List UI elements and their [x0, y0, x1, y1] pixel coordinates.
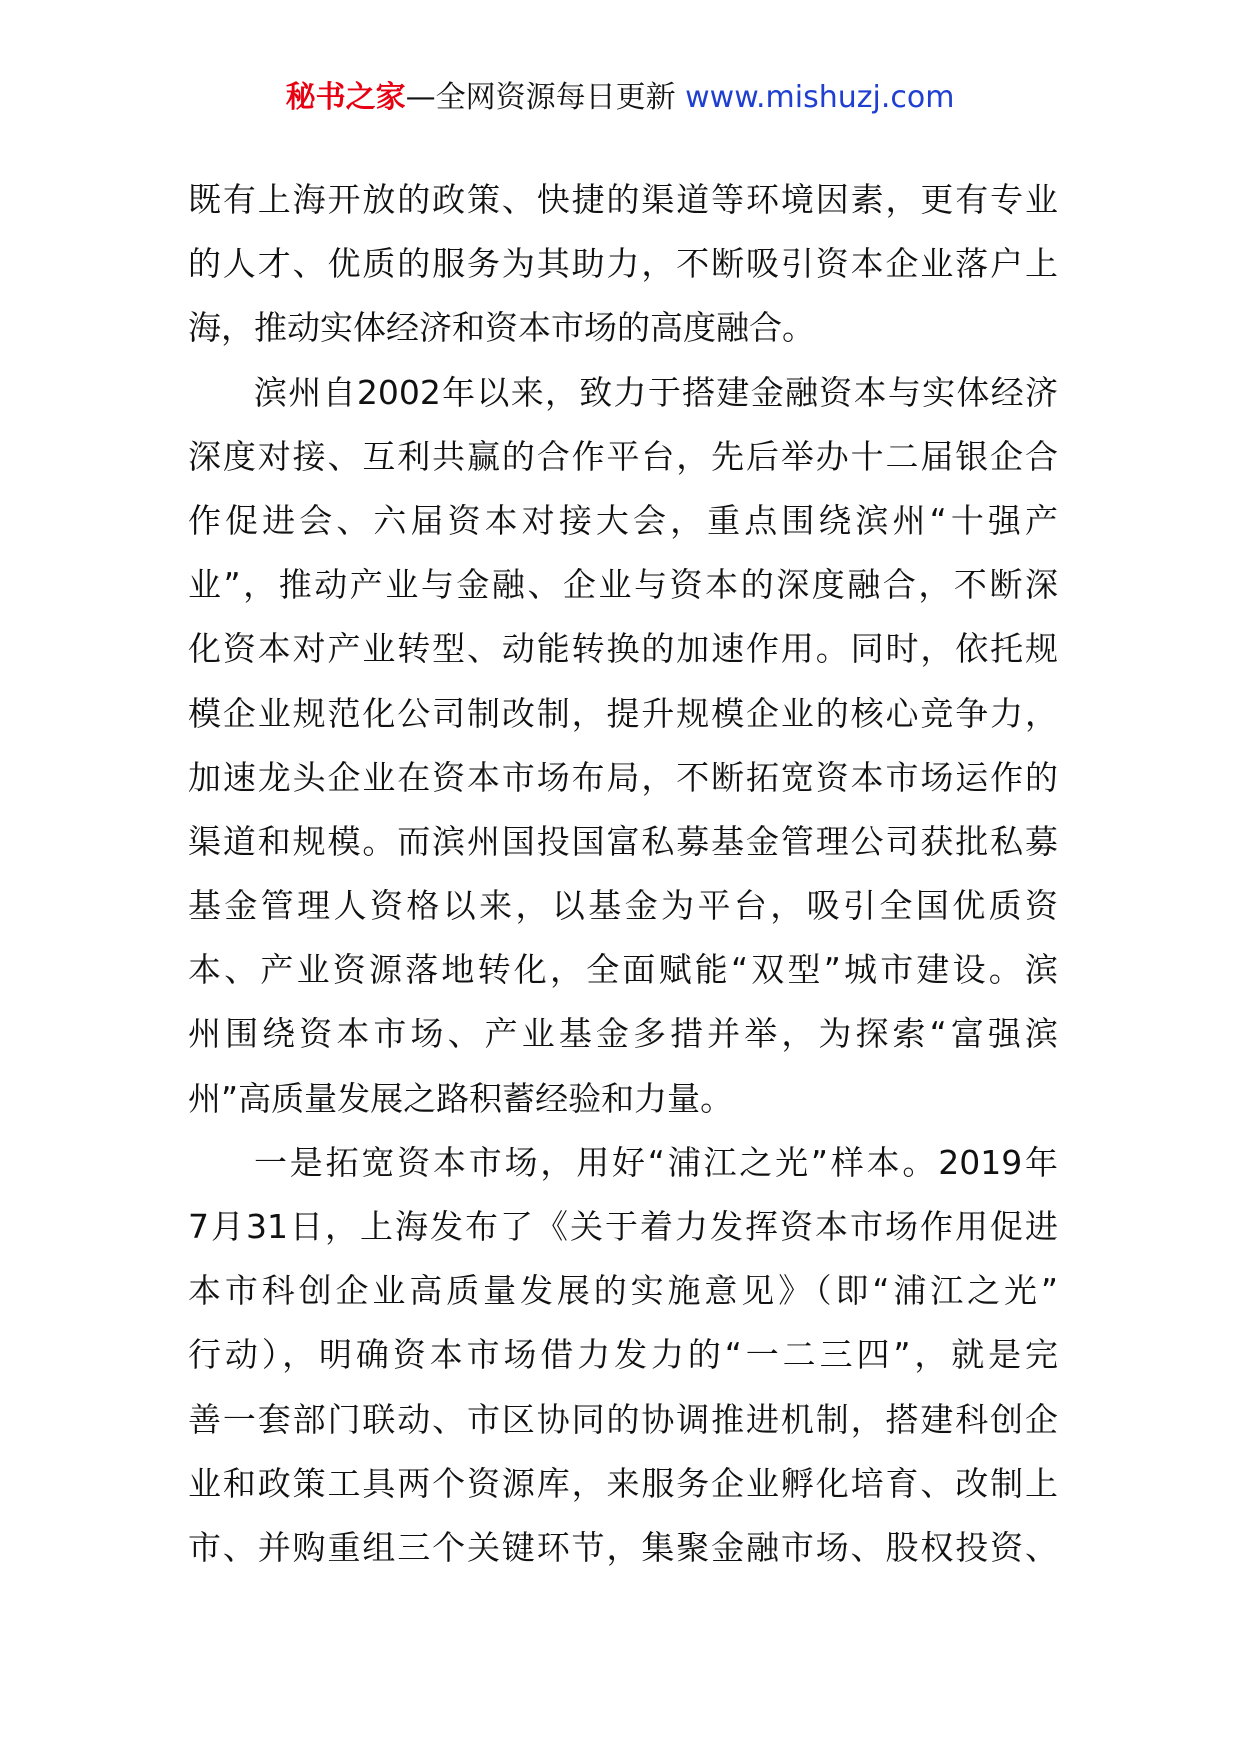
page-header [0, 78, 1240, 118]
text-line: 模企业规范化公司制改制，提升规模企业的核心竞争力， [188, 693, 1058, 733]
text-line: 7月31日，上海发布了《关于着力发挥资本市场作用促进 [188, 1207, 1058, 1246]
text-line: 一是拓宽资本市场，用好“浦江之光”样本。2019年 [254, 1142, 1058, 1182]
text-line: 州围绕资本市场、产业基金多措并举，为探索“富强滨 [188, 1014, 1058, 1054]
text-line: 的人才、优质的服务为其助力，不断吸引资本企业落户上 [188, 244, 1058, 284]
text-line: 滨州自2002年以来，致力于搭建金融资本与实体经济 [254, 372, 1058, 412]
text-line: 本、产业资源落地转化，全面赋能“双型”城市建设。滨 [188, 950, 1058, 990]
text-line: 海，推动实体经济和资本市场的高度融合。 [188, 308, 815, 348]
header-tagline: —全网资源每日更新 [405, 80, 676, 115]
text-line: 行动），明确资本市场借力发力的“一二三四”，就是完 [188, 1335, 1058, 1375]
text-line: 深度对接、互利共赢的合作平台，先后举办十二届银企合 [188, 436, 1058, 476]
text-line: 既有上海开放的政策、快捷的渠道等环境因素，更有专业 [188, 180, 1058, 219]
text-line: 基金管理人资格以来，以基金为平台，吸引全国优质资 [188, 886, 1058, 926]
text-line: 业和政策工具两个资源库，来服务企业孵化培育、改制上 [188, 1463, 1058, 1503]
text-line: 加速龙头企业在资本市场布局，不断拓宽资本市场运作的 [188, 757, 1058, 797]
text-line: 渠道和规模。而滨州国投国富私募基金管理公司获批私募 [188, 821, 1058, 861]
text-line: 业”，推动产业与金融、企业与资本的深度融合，不断深 [188, 565, 1058, 605]
header-site-link[interactable]: www.mishuzj.com [685, 80, 955, 115]
text-line: 州”高质量发展之路积蓄经验和力量。 [188, 1078, 734, 1118]
document-body [188, 168, 1058, 1580]
text-line: 本市科创企业高质量发展的实施意见》（即“浦江之光” [188, 1271, 1058, 1311]
text-line: 作促进会、六届资本对接大会，重点围绕滨州“十强产 [188, 500, 1058, 540]
text-line: 善一套部门联动、市区协同的协调推进机制，搭建科创企 [188, 1399, 1058, 1439]
header-brand: 秘书之家 [285, 80, 406, 115]
text-line: 市、并购重组三个关键环节，集聚金融市场、股权投资、 [188, 1527, 1058, 1567]
text-line: 化资本对产业转型、动能转换的加速作用。同时，依托规 [188, 629, 1058, 669]
